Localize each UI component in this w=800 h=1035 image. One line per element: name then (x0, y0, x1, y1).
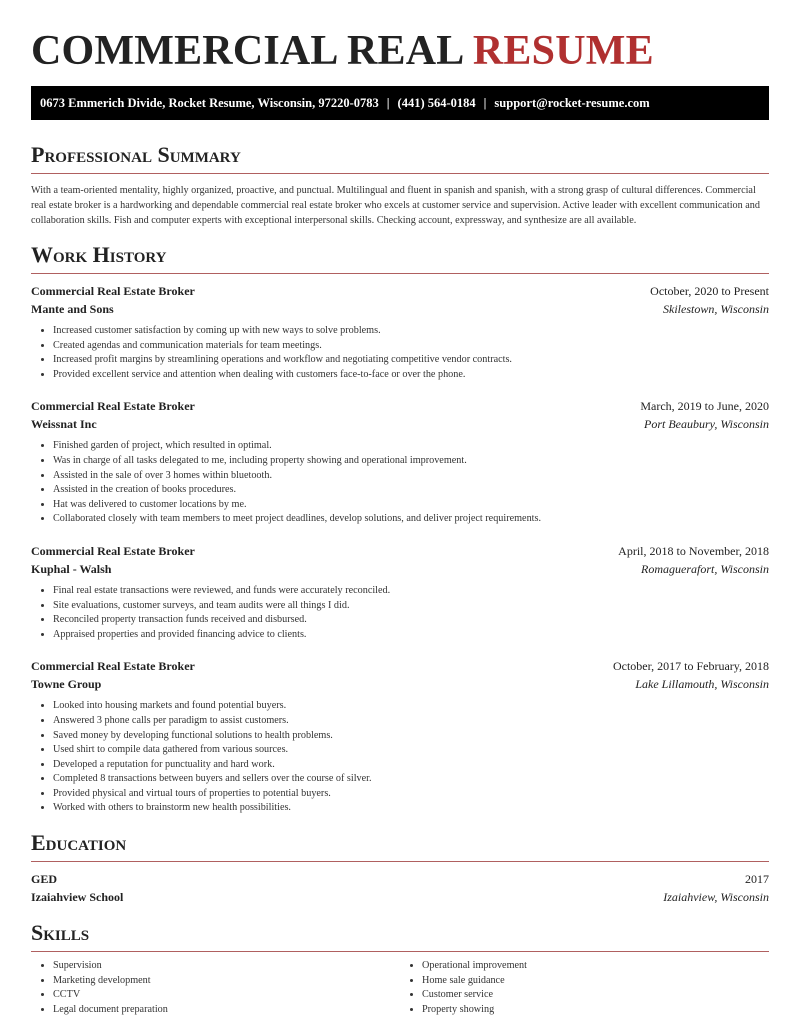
contact-address: 0673 Emmerich Divide, Rocket Resume, Wisconsin, 97220-0783 (40, 96, 379, 110)
job-company: Kuphal - Walsh (31, 561, 112, 576)
job-bullet: • Answered 3 phone calls per paradigm to assist customers. (53, 714, 769, 729)
job-company-row (31, 415, 769, 433)
job-location: Port Beaubury, Wisconsin (644, 417, 769, 432)
job-bullet: • Worked with others to brainstorm new health possibilities. (53, 801, 769, 816)
job-location: Skilestown, Wisconsin (663, 302, 769, 316)
job-bullet: • Finished garden of project, which resulted in optimal. (53, 439, 769, 454)
job-title: Commercial Real Estate Broker (31, 659, 195, 674)
section-title-skills: Skills (31, 920, 90, 946)
job-dates: October, 2020 to Present (650, 284, 769, 298)
skills-columns (31, 959, 769, 1017)
education-year: 2017 (745, 872, 769, 887)
job-bullet: • Assisted in the sale of over 3 homes within bluetooth. (53, 469, 769, 484)
job-bullet: • Completed 8 transactions between buyers and sellers over the course of silver. (53, 772, 769, 787)
skill-item: • Customer service (422, 988, 769, 1003)
section-divider (31, 273, 769, 274)
skill-item: • Home sale guidance (422, 974, 769, 989)
section-divider (31, 951, 769, 952)
skill-item: • CCTV (53, 988, 400, 1003)
job-bullet: • Used shirt to compile data gathered from various sources. (53, 743, 769, 758)
job-bullets (31, 439, 769, 527)
job-entry (31, 397, 769, 527)
section-title-summary: Professional Summary (31, 142, 241, 167)
job-bullets (31, 699, 769, 816)
contact-separator: | (483, 96, 487, 110)
education-school: Izaiahview School (31, 890, 124, 905)
job-bullet: • Increased profit margins by streamlining operations and workflow and negotiating competitive vendor contracts. (53, 353, 769, 368)
education-location: Izaiahview, Wisconsin (663, 890, 769, 905)
contact-bar (31, 86, 769, 120)
job-bullet: • Appraised properties and provided financing advice to clients. (53, 628, 769, 643)
resume-name (31, 0, 769, 78)
job-bullets (31, 584, 769, 642)
job-header-row (31, 542, 769, 560)
job-company: Mante and Sons (31, 302, 114, 316)
skill-item: • Property showing (422, 1003, 769, 1018)
education-school-row (31, 888, 769, 906)
job-header-row (31, 397, 769, 415)
job-title: Commercial Real Estate Broker (31, 399, 195, 414)
job-entry (31, 282, 769, 382)
section-divider (31, 861, 769, 862)
skills-section (31, 920, 769, 1017)
job-title: Commercial Real Estate Broker (31, 543, 195, 558)
job-company-row (31, 300, 769, 318)
skill-item: • Operational improvement (422, 959, 769, 974)
job-bullet: • Reconciled property transaction funds received and disbursed. (53, 613, 769, 628)
job-bullet: • Provided excellent service and attention when dealing with customers face-to-face or over the phone. (53, 368, 769, 383)
job-bullet: • Developed a reputation for punctuality and hard work. (53, 758, 769, 773)
skills-list-right (400, 959, 769, 1017)
job-company: Weissnat Inc (31, 417, 97, 432)
education-entry (31, 870, 769, 906)
job-bullet: • Hat was delivered to customer locations by me. (53, 498, 769, 513)
job-bullets (31, 324, 769, 382)
skills-list-left (31, 959, 400, 1017)
work-history-section (31, 242, 769, 816)
job-bullet: • Final real estate transactions were reviewed, and funds were accurately reconciled. (53, 584, 769, 599)
contact-phone[interactable]: (441) 564-0184 (397, 96, 476, 110)
job-bullet: • Was in charge of all tasks delegated to me, including property showing and operational improvement. (53, 454, 769, 469)
job-header-row (31, 282, 769, 300)
job-company: Towne Group (31, 677, 102, 692)
education-degree: GED (31, 872, 58, 887)
section-divider (31, 173, 769, 174)
job-bullet: • Saved money by developing functional solutions to health problems. (53, 729, 769, 744)
job-bullet: • Looked into housing markets and found potential buyers. (53, 699, 769, 714)
education-header-row (31, 870, 769, 888)
skill-item: • Legal document preparation (53, 1003, 400, 1018)
job-header-row (31, 657, 769, 675)
name-primary: COMMERCIAL REAL (31, 28, 463, 74)
job-title: Commercial Real Estate Broker (31, 284, 195, 298)
job-location: Romaguerafort, Wisconsin (641, 561, 769, 576)
contact-separator: | (386, 96, 390, 110)
job-bullet: • Created agendas and communication materials for team meetings. (53, 339, 769, 354)
job-company-row (31, 675, 769, 693)
name-accent: RESUME (472, 28, 654, 74)
job-dates: October, 2017 to February, 2018 (612, 659, 769, 674)
job-bullet: • Assisted in the creation of books procedures. (53, 483, 769, 498)
job-location: Lake Lillamouth, Wisconsin (635, 677, 769, 692)
job-bullet: • Provided physical and virtual tours of properties to potential buyers. (53, 787, 769, 802)
education-section (31, 830, 769, 906)
job-dates: April, 2018 to November, 2018 (618, 543, 769, 558)
job-company-row (31, 560, 769, 578)
job-entry (31, 542, 769, 642)
summary-section (31, 142, 769, 228)
job-bullet: • Increased customer satisfaction by coming up with new ways to solve problems. (53, 324, 769, 339)
job-entry (31, 657, 769, 816)
skill-item: • Marketing development (53, 974, 400, 989)
job-bullet: • Collaborated closely with team members to meet project deadlines, develop solutions, and deliver project requirements. (53, 512, 769, 527)
resume-page (31, 0, 769, 1017)
section-title-work-history: Work History (31, 242, 167, 267)
contact-email[interactable]: support@rocket-resume.com (494, 96, 650, 110)
summary-text: With a team-oriented mentality, highly organized, proactive, and punctual. Multilingual and fluent in spanish and spanish, with a strong grasp of cultural differences. Commercial real estate broker is a hardworking and dependable commercial real estate broker who excels at customer service and supervision. Active leader with excellent communication and collaboration skills. Fish and computer experts with exceptional interpersonal skills. Checking account, expressway, and synthesize are all available. (31, 185, 760, 226)
section-title-education: Education (31, 830, 127, 856)
skill-item: • Supervision (53, 959, 400, 974)
job-bullet: • Site evaluations, customer surveys, and team audits were all things I did. (53, 599, 769, 614)
job-dates: March, 2019 to June, 2020 (640, 399, 769, 414)
